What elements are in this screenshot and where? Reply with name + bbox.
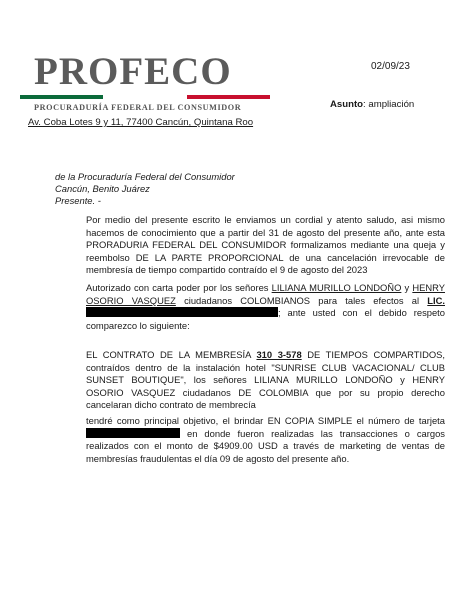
flag-white-stripe	[103, 95, 186, 99]
p2-name-1: LILIANA MURILLO LONDOÑO	[271, 282, 402, 293]
p4-text-b: en donde fueron realizadas las transacciones o cargos realizados con el monto de $4909.00 USD a través de marketing de ventas de membresías fraudulentas el día 09 de agosto del presente año.	[86, 427, 445, 464]
p2-text-a: Autorizado con carta poder por los señores	[86, 282, 272, 293]
p2-text-b: y	[401, 282, 413, 293]
flag-green-stripe	[20, 95, 103, 99]
p2-text-c: ciudadanos COLOMBIANOS para tales efectos al	[175, 294, 428, 306]
p3-text-b: DE TIEMPOS COMPARTIDOS, contraídos dentro de la instalación hotel "SUNRISE CLUB VACACIONAL/ CLUB SUNSET BOUTIQUE", los señores LILIANA MURILLO LONDOÑO y HENRY OSORIO VASQUEZ ciudadanos DE COLOMBIA que por su propio derecho cancelaran dicho contrato de membrecía	[86, 349, 445, 411]
paragraph-2	[55, 282, 445, 332]
subject-label: Asunto	[330, 99, 364, 110]
addressee-line-3: Presente. -	[55, 195, 101, 206]
p4-text-a: tendré como principal objetivo, el brindar EN COPIA SIMPLE el número de tarjeta	[86, 415, 445, 426]
addressee-line-1: de la Procuraduría Federal del Consumidor	[55, 171, 235, 182]
redaction-bar-1	[86, 307, 278, 317]
redaction-bar-2	[86, 428, 180, 438]
letter-date: 02/09/23	[371, 61, 410, 72]
subject-value: : ampliación	[363, 99, 415, 110]
addressee-line-2: Cancún, Benito Juárez	[55, 183, 150, 194]
flag-red-stripe	[187, 95, 270, 99]
p3-text-a: EL CONTRATO DE LA MEMBRESÍA	[86, 349, 257, 360]
addressee-block	[55, 171, 235, 207]
flag-color-bar	[20, 95, 270, 99]
paragraph-1: Por medio del presente escrito le enviamos un cordial y atento saludo, asi mismo hacemos de conocimiento que a partir del 31 de agosto del presente año, ante esta PRORADURIA FEDERAL DEL CONSUMIDOR formalizamos mediante una queja y reembolso DE LA PARTE PROPORCIONAL de una cancelación irrevocable de membresía de tiempo compartido contraído el 9 de agosto del 2023	[86, 214, 445, 276]
logo-subtitle: PROCURADURÍA FEDERAL DEL CONSUMIDOR	[34, 103, 242, 112]
paragraph-4	[55, 415, 445, 465]
subject-line	[330, 99, 414, 110]
membership-number: 310 3-578	[256, 349, 302, 360]
p2-name-2: HENRY OSORIO VASQUEZ	[86, 282, 445, 306]
p2-lic: LIC.	[427, 294, 445, 306]
p2-text-d: ; ante usted con el debido respeto comparezco lo siguiente:	[86, 307, 445, 331]
paragraph-3	[55, 349, 445, 412]
office-address: Av. Coba Lotes 9 y 11, 77400 Cancún, Quintana Roo	[28, 117, 254, 128]
profeco-logo: PROFECO	[34, 50, 232, 93]
